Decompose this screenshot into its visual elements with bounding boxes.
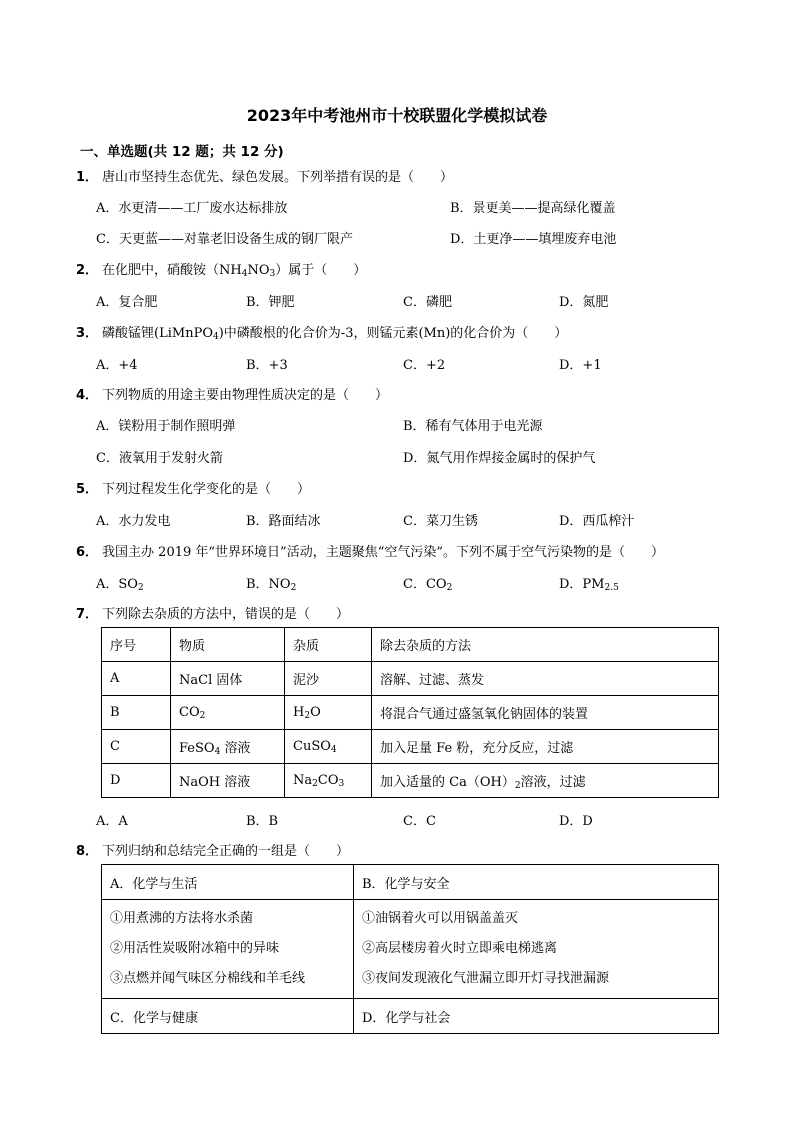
list-item: ③夜间发现液化气泄漏立即开灯寻找泄漏源 xyxy=(362,971,610,986)
table-row xyxy=(102,696,719,730)
question-7: 7． 下列除去杂质的方法中，错误的是（ ） xyxy=(76,607,350,622)
q3-option-a[interactable]: A．+4 xyxy=(96,358,138,373)
q7-option-c[interactable]: C．C xyxy=(403,814,436,829)
group-b-heading: B．化学与安全 xyxy=(354,865,719,900)
list-item: ②高层楼房着火时立即乘电梯逃离 xyxy=(362,941,558,956)
table-row xyxy=(102,900,719,999)
list-item: ③点燃并闻气味区分棉线和羊毛线 xyxy=(110,971,306,986)
row-id: B xyxy=(102,696,171,730)
q5-option-b[interactable]: B．路面结冰 xyxy=(246,514,321,529)
q1-option-d[interactable]: D．土更净——填埋废弃电池 xyxy=(450,232,617,247)
q2-option-d[interactable]: D．氮肥 xyxy=(559,295,609,310)
row-substance: NaCl 固体 xyxy=(171,662,285,696)
question-5: 5． 下列过程发生化学变化的是（ ） xyxy=(76,482,311,497)
row-substance: $CO_2$ xyxy=(171,696,285,730)
q2-option-b[interactable]: B．钾肥 xyxy=(246,295,295,310)
q2-option-c[interactable]: C．磷肥 xyxy=(403,295,452,310)
q6-option-b[interactable]: B．$NO_2$ xyxy=(246,577,297,593)
question-4: 4． 下列物质的用途主要由物理性质决定的是（ ） xyxy=(76,388,389,403)
row-substance: FeSO$_4$ 溶液 xyxy=(171,730,285,764)
question-3: 3． 磷酸锰锂(LiMnPO$_4$)中磷酸根的化合价为-3，则锰元素(Mn)的化合价为（ ） xyxy=(76,326,568,342)
table-row xyxy=(102,999,719,1034)
header-cell: 杂质 xyxy=(285,628,372,662)
row-impurity: CuSO$_4$ xyxy=(285,730,372,764)
q4-option-d[interactable]: D．氮气用作焊接金属时的保护气 xyxy=(403,451,596,466)
q7-option-a[interactable]: A．A xyxy=(96,814,128,829)
q7-option-b[interactable]: B．B xyxy=(246,814,279,829)
table-header-row xyxy=(102,628,719,662)
q5-option-d[interactable]: D．西瓜榨汁 xyxy=(559,514,635,529)
row-method: 将混合气通过盛氢氧化钠固体的装置 xyxy=(372,696,719,730)
group-a-heading: A．化学与生活 xyxy=(102,865,354,900)
question-1: 1． 唐山市坚持生态优先、绿色发展。下列举措有误的是（ ） xyxy=(76,170,454,185)
question-8: 8． 下列归纳和总结完全正确的一组是（ ） xyxy=(76,844,350,859)
list-item: ①用煮沸的方法将水杀菌 xyxy=(110,911,254,926)
q7-table xyxy=(101,627,719,798)
q4-option-b[interactable]: B．稀有气体用于电光源 xyxy=(403,419,543,434)
table-row xyxy=(102,730,719,764)
q5-option-a[interactable]: A．水力发电 xyxy=(96,514,171,529)
row-id: C xyxy=(102,730,171,764)
question-6: 6． 我国主办 2019 年“世界环境日”活动，主题聚焦“空气污染”。下列不属于空气污染物的是（ ） xyxy=(76,545,664,560)
question-2: 2． 在化肥中，硝酸铵$(NH_4NO_3)$属于（ ） xyxy=(76,263,367,279)
group-d-heading: D．化学与社会 xyxy=(354,999,719,1034)
row-method: 溶解、过滤、蒸发 xyxy=(372,662,719,696)
group-a-items xyxy=(102,900,354,999)
q3-option-d[interactable]: D．+1 xyxy=(559,358,602,373)
q6-option-c[interactable]: C．$CO_2$ xyxy=(403,577,453,593)
q4-option-c[interactable]: C．液氧用于发射火箭 xyxy=(96,451,223,466)
q1-option-b[interactable]: B．景更美——提高绿化覆盖 xyxy=(450,201,616,216)
group-b-items xyxy=(354,900,719,999)
q1-option-a[interactable]: A．水更清——工厂废水达标排放 xyxy=(96,201,288,216)
table-row xyxy=(102,764,719,798)
header-cell: 除去杂质的方法 xyxy=(372,628,719,662)
q1-option-c[interactable]: C．天更蓝——对靠老旧设备生成的钢厂限产 xyxy=(96,232,353,247)
row-id: A xyxy=(102,662,171,696)
row-impurity: $Na_2CO_3$ xyxy=(285,764,372,798)
q3-option-c[interactable]: C．+2 xyxy=(403,358,446,373)
row-substance: NaOH 溶液 xyxy=(171,764,285,798)
row-id: D xyxy=(102,764,171,798)
list-item: ①油锅着火可以用锅盖盖灭 xyxy=(362,911,519,926)
q7-option-d[interactable]: D．D xyxy=(559,814,593,829)
q4-option-a[interactable]: A．镁粉用于制作照明弹 xyxy=(96,419,236,434)
row-method: 加入足量 Fe 粉，充分反应，过滤 xyxy=(372,730,719,764)
q8-table xyxy=(101,864,719,1034)
header-cell: 序号 xyxy=(102,628,171,662)
q3-option-b[interactable]: B．+3 xyxy=(246,358,288,373)
row-impurity: 泥沙 xyxy=(285,662,372,696)
q6-option-a[interactable]: A．$SO_2$ xyxy=(96,577,144,593)
section-heading: 一、单选题(共 12 题；共 12 分) xyxy=(80,144,284,160)
table-row xyxy=(102,662,719,696)
q6-option-d[interactable]: D．$PM_{2.5}$ xyxy=(559,577,619,593)
page-title: 2023年中考池州市十校联盟化学模拟试卷 xyxy=(246,106,548,125)
table-header-row xyxy=(102,865,719,900)
row-method: 加入适量的 $Ca(OH)_2$溶液，过滤 xyxy=(372,764,719,798)
group-c-heading: C．化学与健康 xyxy=(102,999,354,1034)
list-item: ②用活性炭吸附冰箱中的异味 xyxy=(110,941,280,956)
q5-option-c[interactable]: C．菜刀生锈 xyxy=(403,514,478,529)
header-cell: 物质 xyxy=(171,628,285,662)
q2-option-a[interactable]: A．复合肥 xyxy=(96,295,158,310)
row-impurity: $H_2O$ xyxy=(285,696,372,730)
